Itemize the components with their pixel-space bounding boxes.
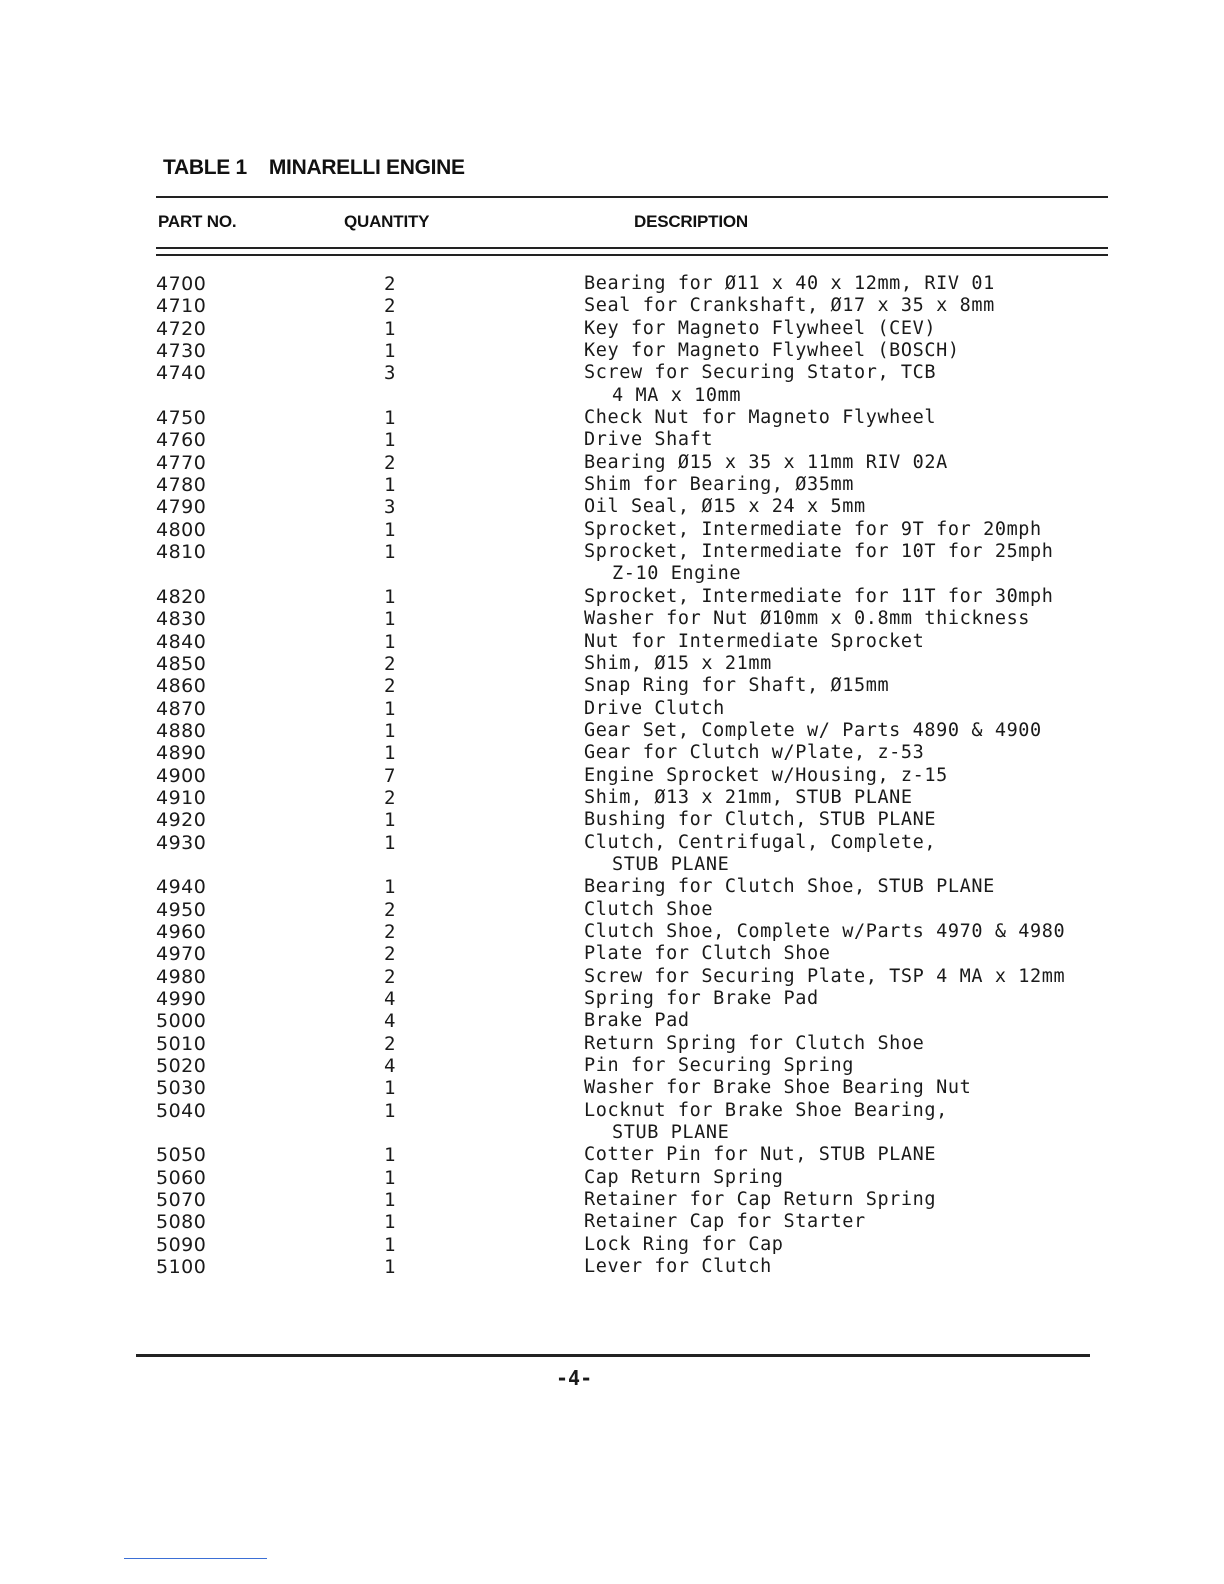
part-number-cell: 4850 [156, 652, 207, 675]
table-row [0, 742, 1224, 764]
quantity-cell: 2 [384, 786, 396, 809]
table-row [0, 631, 1224, 653]
table-row [0, 318, 1224, 340]
part-number-cell: 5080 [156, 1211, 207, 1234]
part-number-cell: 4760 [156, 429, 207, 452]
description-cell: Clutch Shoe [584, 898, 714, 920]
table-row [0, 653, 1224, 675]
table-row [0, 452, 1224, 474]
quantity-cell: 4 [384, 988, 396, 1010]
quantity-cell: 1 [384, 1144, 396, 1167]
table-row [0, 1256, 1224, 1278]
description-cell: Spring for Brake Pad [584, 988, 819, 1009]
table-row [0, 966, 1224, 988]
quantity-cell: 1 [384, 1166, 396, 1189]
table-row [0, 1077, 1224, 1099]
description-cell: Bearing for Ø11 x 40 x 12mm, RIV 01 [584, 273, 995, 294]
part-number-cell: 5050 [156, 1144, 207, 1167]
description-cell: Pin for Securing Spring [584, 1055, 854, 1077]
footer-rule [136, 1354, 1090, 1357]
quantity-cell: 4 [384, 1010, 396, 1033]
part-number-cell: 4840 [156, 630, 207, 653]
header-quantity: QUANTITY [344, 212, 430, 231]
quantity-cell: 3 [384, 496, 396, 519]
quantity-cell: 2 [384, 451, 396, 474]
table-row [0, 988, 1224, 1010]
table-row [0, 698, 1224, 720]
description-cell: Key for Magneto Flywheel (BOSCH) [584, 340, 960, 362]
table-row [0, 787, 1224, 809]
description-cell: Gear for Clutch w/Plate, z-53 [584, 742, 925, 764]
description-cell: Clutch Shoe, Complete w/Parts 4970 & 4980 [584, 920, 1066, 942]
description-cell: Drive Clutch [584, 697, 725, 719]
table-row [0, 1211, 1224, 1233]
part-number-cell: 4700 [156, 273, 207, 295]
quantity-cell: 2 [384, 273, 396, 295]
description-cell: Plate for Clutch Shoe [584, 943, 831, 965]
table-row [0, 429, 1224, 451]
description-continuation-cell: STUB PLANE [612, 853, 730, 875]
description-cell: Washer for Nut Ø10mm x 0.8mm thickness [584, 608, 1031, 630]
part-number-cell: 4710 [156, 295, 207, 318]
table-row [0, 1189, 1224, 1211]
header-part-no: PART NO. [158, 212, 237, 231]
table-row [0, 1010, 1224, 1032]
header-rule-lower [156, 254, 1108, 256]
part-number-cell: 5010 [156, 1032, 207, 1055]
table-row [0, 340, 1224, 362]
part-number-cell: 4740 [156, 362, 207, 385]
description-cell: Retainer Cap for Starter [584, 1211, 866, 1233]
quantity-cell: 3 [384, 362, 396, 385]
part-number-cell: 5090 [156, 1233, 207, 1256]
description-cell: Gear Set, Complete w/ Parts 4890 & 4900 [584, 719, 1042, 741]
header-rule-upper [156, 247, 1108, 249]
top-rule [156, 196, 1108, 198]
header-description: DESCRIPTION [634, 212, 748, 231]
table-row [0, 809, 1224, 831]
quantity-cell: 1 [384, 608, 396, 631]
quantity-cell: 1 [384, 407, 396, 430]
description-continuation-cell: STUB PLANE [612, 1122, 730, 1144]
quantity-cell: 1 [384, 429, 396, 452]
quantity-cell: 1 [384, 697, 396, 720]
table-number: TABLE 1 [163, 156, 247, 179]
part-number-cell: 4970 [156, 943, 207, 966]
quantity-cell: 1 [384, 1189, 396, 1212]
description-cell: Shim for Bearing, Ø35mm [584, 474, 854, 496]
part-number-cell: 4820 [156, 585, 207, 608]
quantity-cell: 1 [384, 340, 396, 363]
part-number-cell: 4910 [156, 786, 207, 809]
quantity-cell: 2 [384, 898, 396, 921]
table-row [0, 675, 1224, 697]
quantity-cell: 7 [384, 764, 396, 787]
part-number-cell: 4870 [156, 697, 207, 720]
table-row [0, 899, 1224, 921]
description-cell: Check Nut for Magneto Flywheel [584, 407, 937, 429]
table-row [0, 1055, 1224, 1077]
part-number-cell: 4720 [156, 317, 207, 340]
part-number-cell: 4930 [156, 831, 207, 854]
quantity-cell: 1 [384, 585, 396, 608]
quantity-cell: 1 [384, 1099, 396, 1122]
table-row [0, 943, 1224, 965]
blue-underline-mark [124, 1558, 267, 1559]
part-number-cell: 4900 [156, 764, 207, 787]
description-cell: Sprocket, Intermediate for 11T for 30mph [584, 585, 1054, 607]
part-number-cell: 4940 [156, 876, 207, 899]
description-cell: Bushing for Clutch, STUB PLANE [584, 809, 937, 831]
description-cell: Cotter Pin for Nut, STUB PLANE [584, 1144, 937, 1166]
quantity-cell: 1 [384, 1233, 396, 1256]
table-row [0, 1033, 1224, 1055]
quantity-cell: 2 [384, 295, 396, 318]
part-number-cell: 4950 [156, 898, 207, 921]
part-number-cell: 4830 [156, 608, 207, 631]
part-number-cell: 5060 [156, 1166, 207, 1189]
table-row [0, 295, 1224, 317]
table-row [0, 362, 1224, 407]
part-number-cell: 4880 [156, 719, 207, 742]
quantity-cell: 2 [384, 1032, 396, 1055]
description-cell: Retainer for Cap Return Spring [584, 1189, 937, 1211]
part-number-cell: 4780 [156, 474, 207, 497]
description-cell: Drive Shaft [584, 429, 714, 451]
description-cell: Oil Seal, Ø15 x 24 x 5mm [584, 496, 866, 518]
description-cell: Engine Sprocket w/Housing, z-15 [584, 764, 948, 786]
description-cell: Shim, Ø13 x 21mm, STUB PLANE [584, 786, 913, 808]
description-cell: Locknut for Brake Shoe Bearing, [584, 1099, 948, 1121]
description-cell: Sprocket, Intermediate for 10T for 25mph [584, 541, 1054, 563]
part-number-cell: 5030 [156, 1077, 207, 1100]
description-cell: Snap Ring for Shaft, Ø15mm [584, 675, 890, 697]
description-cell: Key for Magneto Flywheel (CEV) [584, 317, 937, 339]
table-row [0, 608, 1224, 630]
table-row [0, 1167, 1224, 1189]
quantity-cell: 1 [384, 630, 396, 653]
table-row [0, 1100, 1224, 1145]
table-row [0, 921, 1224, 943]
part-number-cell: 4960 [156, 920, 207, 943]
quantity-cell: 2 [384, 675, 396, 698]
description-cell: Sprocket, Intermediate for 9T for 20mph [584, 518, 1042, 540]
part-number-cell: 5070 [156, 1189, 207, 1212]
quantity-cell: 1 [384, 831, 396, 854]
quantity-cell: 1 [384, 719, 396, 742]
part-number-cell: 4810 [156, 541, 207, 564]
description-cell: Cap Return Spring [584, 1166, 784, 1188]
table-row [0, 407, 1224, 429]
parts-table [0, 273, 1224, 1278]
description-cell: Screw for Securing Stator, TCB [584, 362, 937, 384]
table-row [0, 496, 1224, 518]
quantity-cell: 2 [384, 920, 396, 943]
table-row [0, 474, 1224, 496]
table-title-text: MINARELLI ENGINE [268, 156, 465, 179]
table-row [0, 586, 1224, 608]
table-row [0, 720, 1224, 742]
part-number-cell: 5040 [156, 1099, 207, 1122]
quantity-cell: 1 [384, 317, 396, 340]
part-number-cell: 4860 [156, 675, 207, 698]
quantity-cell: 1 [384, 541, 396, 564]
quantity-cell: 1 [384, 809, 396, 832]
quantity-cell: 1 [384, 518, 396, 541]
quantity-cell: 2 [384, 943, 396, 966]
table-row [0, 765, 1224, 787]
part-number-cell: 4790 [156, 496, 207, 519]
description-cell: Washer for Brake Shoe Bearing Nut [584, 1077, 972, 1099]
description-cell: Nut for Intermediate Sprocket [584, 630, 925, 652]
table-row [0, 1234, 1224, 1256]
page-number: -4- [556, 1366, 593, 1390]
part-number-cell: 4730 [156, 340, 207, 363]
description-cell: Brake Pad [584, 1010, 690, 1032]
part-number-cell: 4890 [156, 742, 207, 765]
table-row [0, 876, 1224, 898]
description-cell: Screw for Securing Plate, TSP 4 MA x 12mm [584, 965, 1066, 987]
part-number-cell: 4980 [156, 965, 207, 988]
description-cell: Return Spring for Clutch Shoe [584, 1032, 925, 1054]
part-number-cell: 4750 [156, 407, 207, 430]
quantity-cell: 1 [384, 876, 396, 899]
part-number-cell: 5020 [156, 1055, 207, 1078]
description-continuation-cell: Z-10 Engine [612, 563, 742, 585]
part-number-cell: 5000 [156, 1010, 207, 1033]
quantity-cell: 4 [384, 1055, 396, 1078]
description-continuation-cell: 4 MA x 10mm [612, 384, 742, 406]
description-cell: Lever for Clutch [584, 1256, 772, 1278]
quantity-cell: 2 [384, 965, 396, 988]
quantity-cell: 1 [384, 474, 396, 497]
part-number-cell: 4770 [156, 451, 207, 474]
description-cell: Bearing for Clutch Shoe, STUB PLANE [584, 876, 995, 898]
description-cell: Shim, Ø15 x 21mm [584, 652, 772, 674]
table-title [163, 156, 465, 180]
quantity-cell: 2 [384, 652, 396, 675]
part-number-cell: 4920 [156, 809, 207, 832]
description-cell: Clutch, Centrifugal, Complete, [584, 831, 937, 853]
table-row [0, 519, 1224, 541]
table-row [0, 1144, 1224, 1166]
part-number-cell: 4990 [156, 988, 207, 1010]
description-cell: Bearing Ø15 x 35 x 11mm RIV 02A [584, 451, 948, 473]
table-row [0, 273, 1224, 295]
part-number-cell: 5100 [156, 1256, 207, 1279]
table-row [0, 541, 1224, 586]
description-cell: Lock Ring for Cap [584, 1233, 784, 1255]
table-row [0, 832, 1224, 877]
quantity-cell: 1 [384, 1256, 396, 1279]
quantity-cell: 1 [384, 1077, 396, 1100]
part-number-cell: 4800 [156, 518, 207, 541]
quantity-cell: 1 [384, 1211, 396, 1234]
description-cell: Seal for Crankshaft, Ø17 x 35 x 8mm [584, 295, 995, 317]
quantity-cell: 1 [384, 742, 396, 765]
